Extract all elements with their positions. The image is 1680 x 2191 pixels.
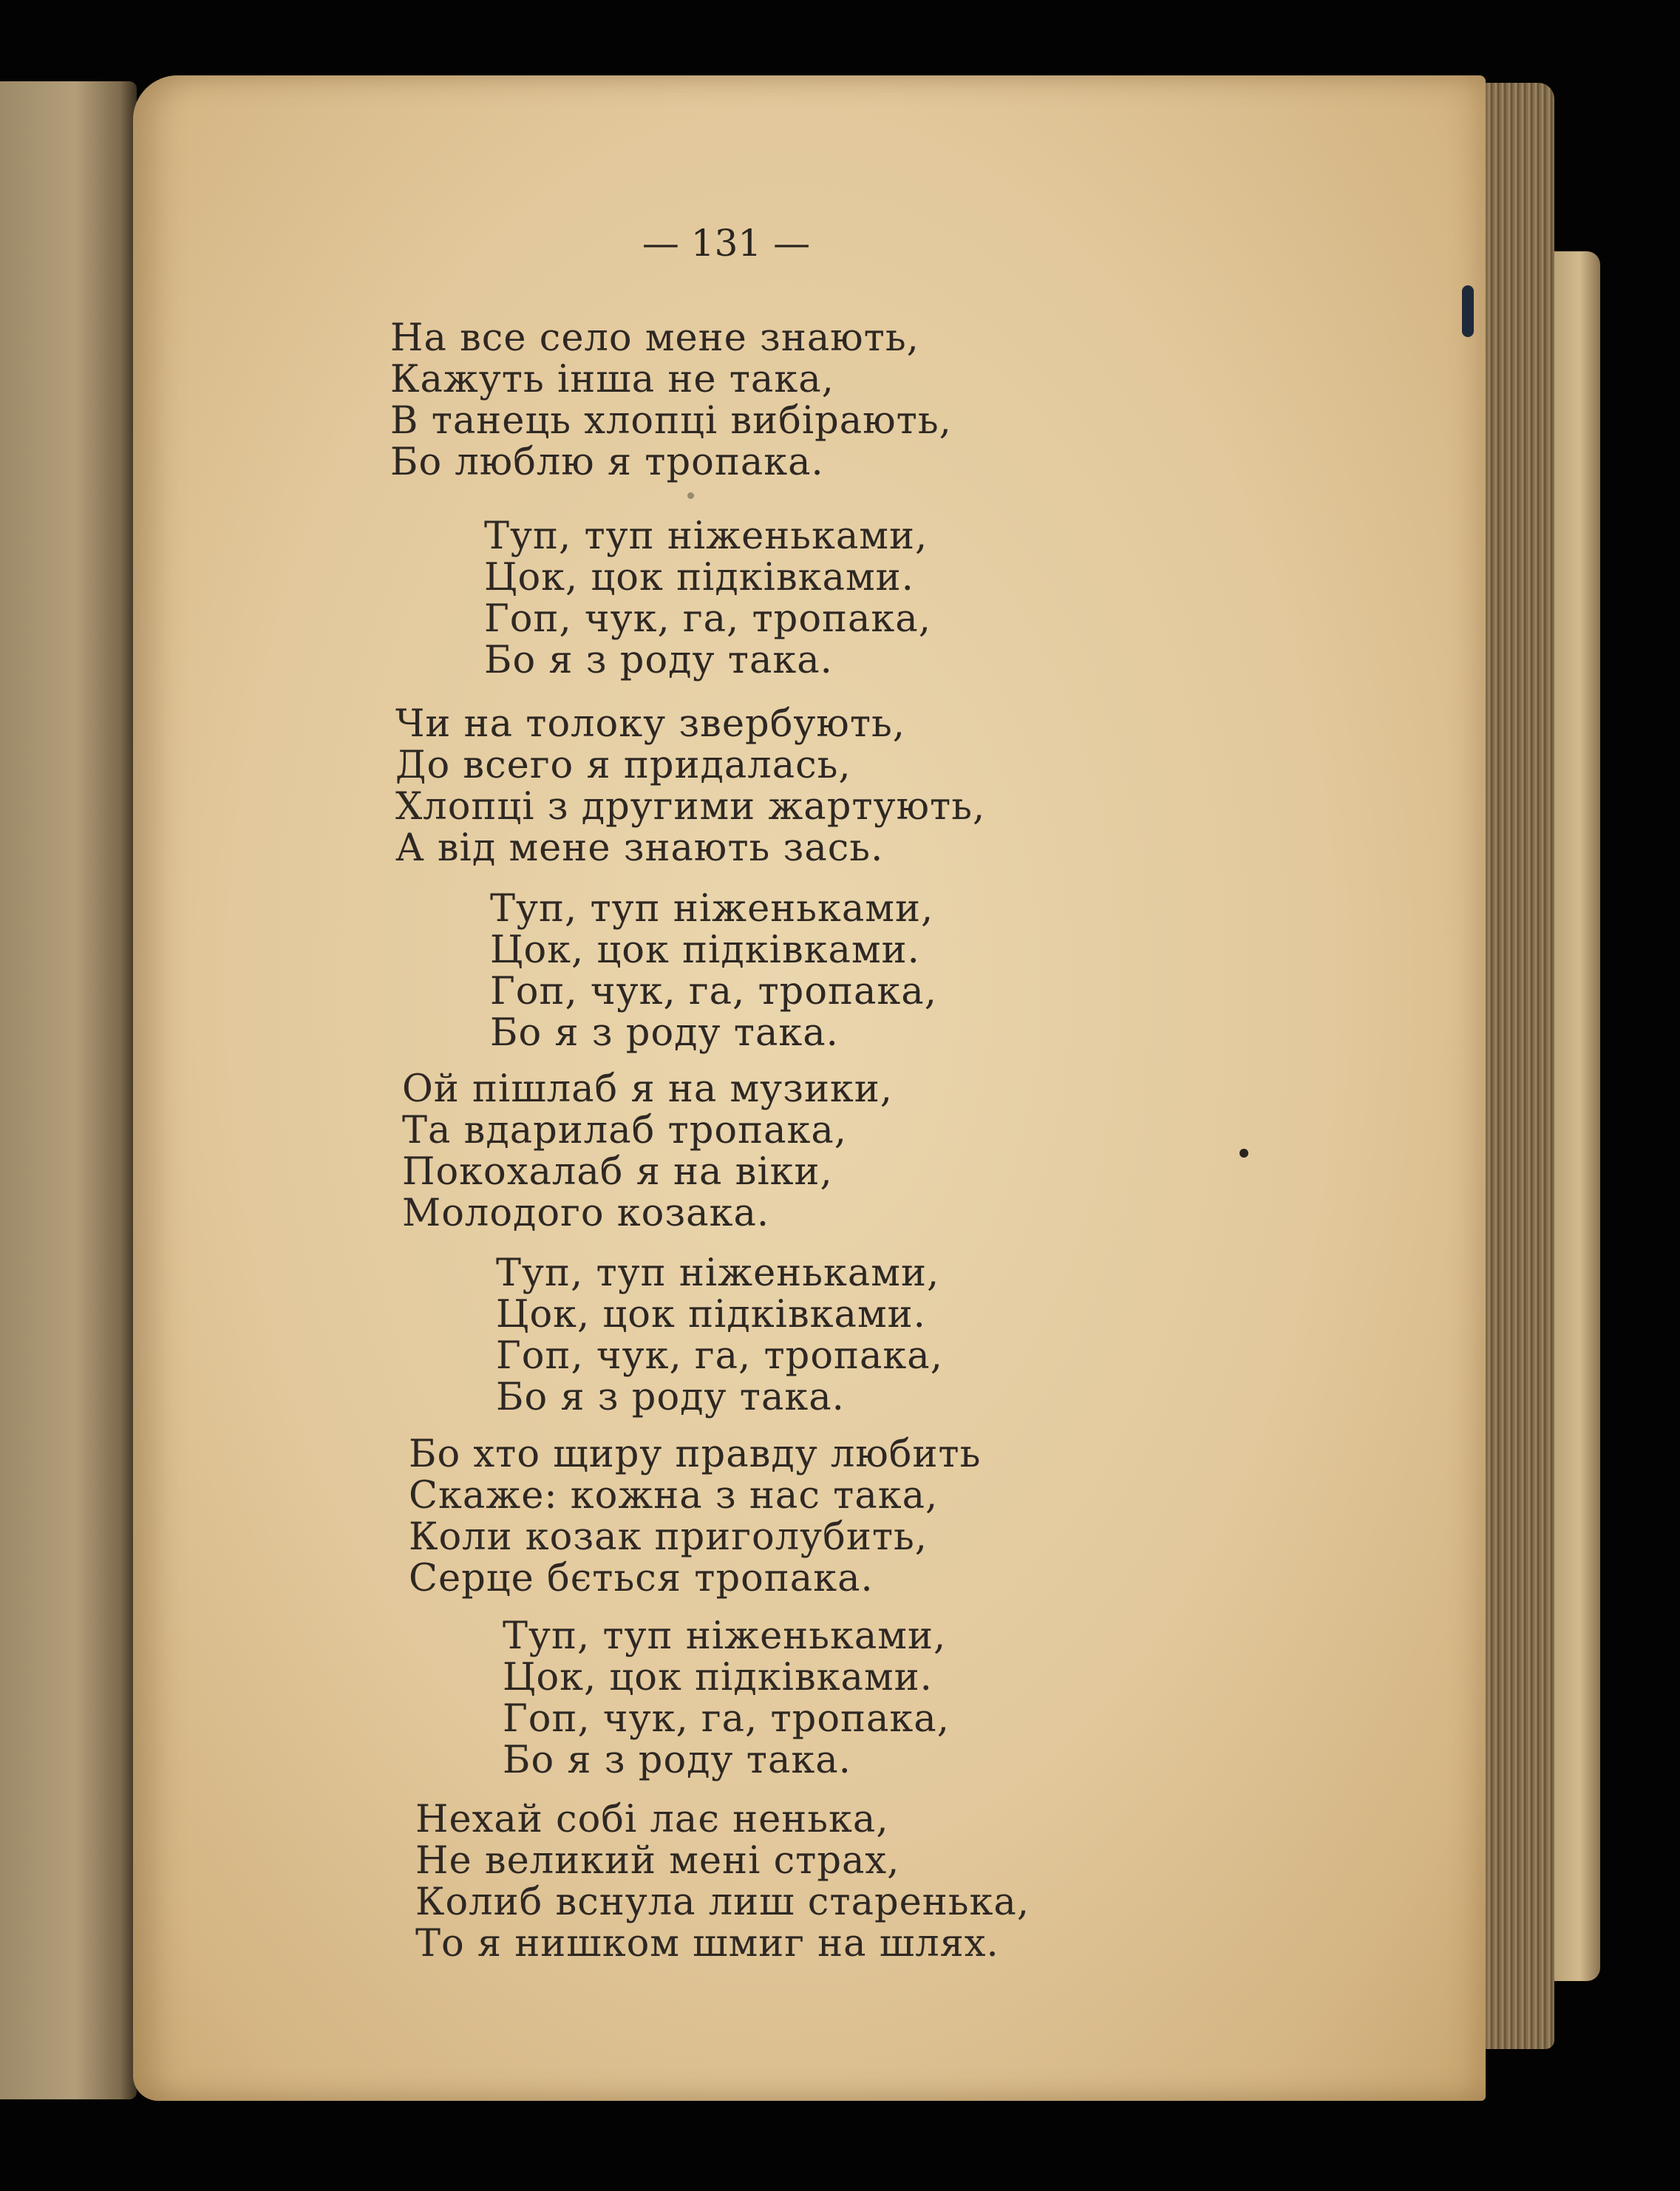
refrain-line: Бо я з роду така.: [503, 1739, 851, 1782]
verse-line: В танець хлопці вибірають,: [390, 399, 952, 443]
verse-line: Чи на толоку звербують,: [395, 702, 906, 746]
refrain-line: Туп, туп ніженьками,: [503, 1614, 947, 1658]
stanza-9-verse: [415, 1799, 1030, 1965]
ink-stain: [1462, 285, 1474, 337]
stanza-8-refrain: [503, 1616, 950, 1781]
verse-line: Та вдарилаб тропака,: [402, 1109, 847, 1152]
verse-line: Нехай собі лає ненька,: [415, 1798, 889, 1841]
refrain-line: Туп, туп ніженьками,: [484, 514, 928, 558]
stanza-6-refrain: [496, 1253, 943, 1419]
verse-line: На все село мене знають,: [390, 316, 919, 360]
refrain-line: Бо я з роду така.: [484, 639, 833, 682]
verse-line: Скаже: кожна з нас така,: [409, 1474, 939, 1518]
refrain-line: Гоп, чук, га, тропака,: [503, 1697, 950, 1741]
verse-line: До всего я придалась,: [395, 744, 851, 787]
refrain-line: Гоп, чук, га, тропака,: [490, 970, 937, 1013]
verse-line: Не великий мені страх,: [415, 1839, 900, 1883]
stanza-2-refrain: [484, 516, 931, 682]
verse-line: Колиб вснула лиш старенька,: [415, 1881, 1030, 1924]
refrain-line: Цок, цок підківками.: [490, 928, 920, 972]
stanza-3-verse: [395, 704, 985, 869]
verse-line: То я нишком шмиг на шлях.: [415, 1922, 999, 1966]
verse-line: Серце бється тропака.: [409, 1557, 874, 1600]
verse-line: Покохалаб я на віки,: [402, 1150, 833, 1194]
refrain-line: Цок, цок підківками.: [484, 556, 914, 599]
verse-line: Кажуть інша не така,: [390, 358, 834, 401]
stanza-7-verse: [409, 1434, 981, 1600]
verse-line: Ой пішлаб я на музики,: [402, 1067, 894, 1111]
refrain-line: Туп, туп ніженьками,: [496, 1251, 940, 1295]
paper-speck: [1239, 1149, 1248, 1158]
refrain-line: Туп, туп ніженьками,: [490, 887, 934, 931]
refrain-line: Бо я з роду така.: [490, 1011, 839, 1055]
refrain-line: Гоп, чук, га, тропака,: [484, 597, 931, 641]
stanza-4-refrain: [490, 889, 937, 1054]
refrain-line: Бо я з роду така.: [496, 1376, 845, 1419]
verse-line: Молодого козака.: [402, 1192, 770, 1235]
left-page-edge: [0, 81, 137, 2099]
refrain-line: Гоп, чук, га, тропака,: [496, 1334, 943, 1378]
page-edge-flap: [1548, 251, 1600, 1981]
verse-line: Хлопці з другими жартують,: [395, 785, 986, 829]
paper-speck: [687, 492, 694, 499]
refrain-line: Цок, цок підківками.: [503, 1656, 933, 1699]
verse-line: Бо люблю я тропака.: [390, 441, 824, 484]
refrain-line: Цок, цок підківками.: [496, 1293, 926, 1336]
verse-line: Коли козак приголубить,: [409, 1515, 928, 1559]
page-number: — 131 —: [642, 222, 811, 265]
verse-line: А від мене знають зась.: [395, 826, 884, 870]
stanza-1-verse: [390, 318, 952, 483]
stanza-5-verse: [402, 1069, 893, 1234]
verse-line: Бо хто щиру правду любить: [409, 1433, 982, 1476]
